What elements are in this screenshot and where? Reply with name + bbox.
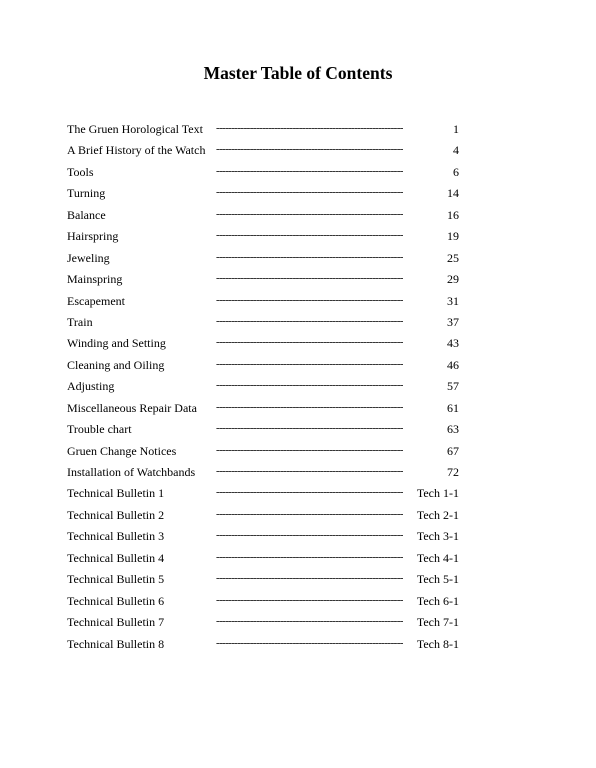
page-title: Master Table of Contents <box>203 63 393 83</box>
toc-entry-title: Trouble chart <box>67 422 132 437</box>
toc-entry-page: 4 <box>453 143 459 158</box>
toc-entry-page: 61 <box>447 400 459 415</box>
toc-dot-leader: ------------------------------------------------------------- <box>216 529 403 542</box>
toc-entry-page: Tech 4-1 <box>416 550 459 565</box>
toc-entry-page: 19 <box>447 229 459 244</box>
toc-entry <box>67 141 467 162</box>
toc-entry-title: Technical Bulletin 8 <box>67 636 165 651</box>
toc-dot-leader: ------------------------------------------------------------- <box>216 465 403 477</box>
toc-entry-title: Technical Bulletin 3 <box>67 529 165 544</box>
toc-entry <box>67 270 467 291</box>
toc-entry-page: 6 <box>453 164 459 179</box>
toc-dot-leader: ------------------------------------------------------------- <box>216 207 403 220</box>
toc-entry <box>67 527 467 548</box>
toc-dot-leader: ------------------------------------------------------------- <box>216 422 403 435</box>
toc-entry <box>67 356 467 377</box>
toc-entry-page: 25 <box>447 250 459 265</box>
toc-entry-title: Mainspring <box>67 272 123 287</box>
toc-dot-leader: ------------------------------------------------------------- <box>216 143 403 156</box>
toc-entry-title: Turning <box>67 186 106 201</box>
toc-dot-leader: ------------------------------------------------------------- <box>216 615 403 628</box>
toc-entry-page: 67 <box>447 443 459 458</box>
toc-dot-leader: ------------------------------------------------------------- <box>216 486 403 499</box>
toc-entry-title: Installation of Watchbands <box>67 465 196 479</box>
toc-entry-title: Technical Bulletin 4 <box>67 550 165 565</box>
toc-entry <box>67 227 467 248</box>
toc-entry-page: Tech 5-1 <box>416 572 459 587</box>
toc-entry-title: Miscellaneous Repair Data <box>67 400 197 415</box>
toc-entry-page: 14 <box>447 186 459 201</box>
toc-entry-title: The Gruen Horological Text <box>67 122 203 136</box>
toc-entry <box>67 570 467 591</box>
toc-entry-title: Technical Bulletin 6 <box>67 593 165 608</box>
toc-entry <box>67 334 467 355</box>
toc-entry-page: 43 <box>447 336 459 351</box>
toc-entry <box>67 249 467 270</box>
toc-entry-page: Tech 1-1 <box>416 486 459 501</box>
toc-dot-leader: ------------------------------------------------------------- <box>216 379 403 392</box>
toc-entry-title: Hairspring <box>67 229 119 244</box>
toc-dot-leader: ------------------------------------------------------------- <box>216 636 403 649</box>
toc-entry <box>67 420 467 441</box>
toc-dot-leader: ------------------------------------------------------------- <box>216 293 403 306</box>
toc-entry-page: Tech 2-1 <box>416 507 459 522</box>
toc-entry-title: Train <box>67 314 93 329</box>
toc-entry <box>67 377 467 398</box>
toc-entry-title: Balance <box>67 207 106 222</box>
toc-entry <box>67 592 467 613</box>
toc-entry <box>67 506 467 527</box>
toc-entry-page: 57 <box>447 379 459 394</box>
toc-entry <box>67 163 467 184</box>
toc-entry-page: 31 <box>447 293 459 308</box>
toc-entry <box>67 120 467 141</box>
toc-entry <box>67 484 467 505</box>
toc-entry-title: Technical Bulletin 7 <box>67 615 165 630</box>
toc-entry-title: Winding and Setting <box>67 336 166 351</box>
toc-dot-leader: ------------------------------------------------------------- <box>216 314 403 327</box>
toc-entry-page: 1 <box>453 122 459 136</box>
toc-dot-leader: ------------------------------------------------------------- <box>216 164 403 177</box>
toc-dot-leader: ------------------------------------------------------------- <box>216 250 403 263</box>
toc-entry-page: Tech 8-1 <box>416 636 459 651</box>
toc-entry <box>67 292 467 313</box>
toc-dot-leader: ------------------------------------------------------------- <box>216 593 403 606</box>
toc-dot-leader: ------------------------------------------------------------- <box>216 550 403 563</box>
toc-entry-title: Technical Bulletin 5 <box>67 572 165 587</box>
toc-entry-page: 63 <box>447 422 459 437</box>
toc-entry-page: Tech 7-1 <box>416 615 459 630</box>
toc-entry-page: 46 <box>447 357 459 372</box>
toc-entry-page: 37 <box>447 314 459 329</box>
toc-dot-leader: ------------------------------------------------------------- <box>216 443 403 456</box>
toc-entry-page: Tech 3-1 <box>416 529 459 544</box>
toc-entry <box>67 635 467 656</box>
toc-entry <box>67 613 467 634</box>
toc-entry-page: 29 <box>447 272 459 287</box>
toc-entry-title: Gruen Change Notices <box>67 443 177 458</box>
toc-entry <box>67 184 467 205</box>
toc-dot-leader: ------------------------------------------------------------- <box>216 272 403 285</box>
toc-entry-title: Adjusting <box>67 379 115 394</box>
toc-dot-leader: ------------------------------------------------------------- <box>216 572 403 585</box>
toc-dot-leader: ------------------------------------------------------------- <box>216 336 403 349</box>
toc-dot-leader: ------------------------------------------------------------- <box>216 122 403 134</box>
toc-entry-title: Escapement <box>67 293 125 308</box>
toc-dot-leader: ------------------------------------------------------------- <box>216 507 403 520</box>
toc-entry <box>67 549 467 570</box>
toc-dot-leader: ------------------------------------------------------------- <box>216 229 403 242</box>
toc-dot-leader: ------------------------------------------------------------- <box>216 186 403 199</box>
toc-entry <box>67 399 467 420</box>
toc-dot-leader: ------------------------------------------------------------- <box>216 357 403 370</box>
table-of-contents <box>67 120 467 656</box>
toc-entry-title: Technical Bulletin 2 <box>67 507 165 522</box>
toc-entry <box>67 313 467 334</box>
toc-entry-title: Jeweling <box>67 250 110 265</box>
toc-entry <box>67 463 467 484</box>
toc-entry-page: Tech 6-1 <box>416 593 459 608</box>
toc-dot-leader: ------------------------------------------------------------- <box>216 400 403 413</box>
toc-entry-title: Technical Bulletin 1 <box>67 486 165 501</box>
toc-entry <box>67 206 467 227</box>
toc-entry-page: 16 <box>447 207 459 222</box>
toc-entry-page: 72 <box>447 465 459 479</box>
toc-entry-title: A Brief History of the Watch <box>67 143 206 158</box>
toc-entry-title: Tools <box>67 164 94 179</box>
toc-entry <box>67 442 467 463</box>
toc-entry-title: Cleaning and Oiling <box>67 357 165 372</box>
